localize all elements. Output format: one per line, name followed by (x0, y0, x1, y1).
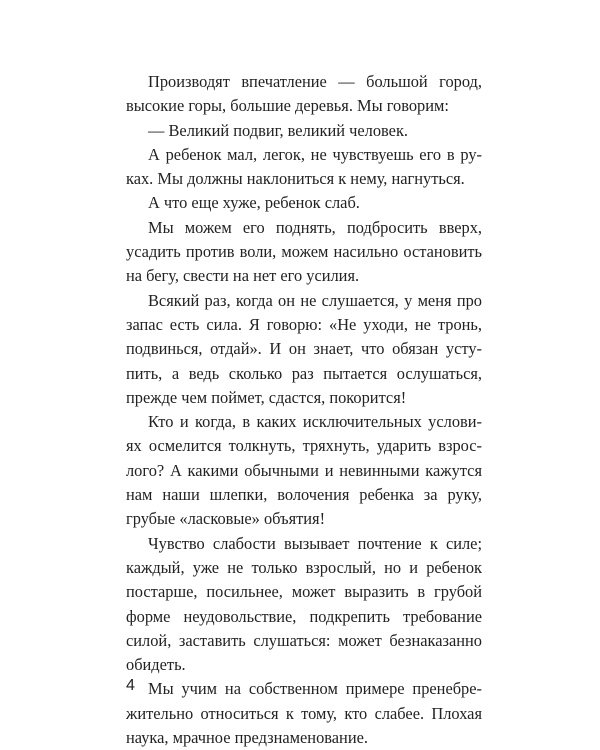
paragraph (126, 191, 482, 215)
paragraph (126, 70, 482, 119)
text-line: ях осмелится толкнуть, тряхнуть, ударить взрос- (126, 436, 482, 456)
text-line: силой, заставить слушаться: может безнаказанно (126, 630, 482, 650)
text-line: нам наши шлепки, волочения ребенка за руку, (126, 485, 482, 505)
text-line: Мы можем его поднять, подбросить вверх, (148, 217, 482, 237)
text-line: пить, а ведь сколько раз пытается ослушаться, (126, 363, 482, 383)
paragraph (126, 216, 482, 289)
text-line: Чувство слабости вызывает почтение к силе; (148, 533, 482, 553)
text-line: прежде чем поймет, сдастся, покорится! (126, 387, 407, 407)
text-line: обидеть. (126, 655, 186, 675)
text-line: Всякий раз, когда он не слушается, у меня про (148, 290, 482, 310)
paragraph (126, 143, 482, 192)
paragraph (126, 677, 482, 750)
text-line: Мы учим на собственном примере пренебре- (148, 679, 482, 699)
paragraph (126, 119, 482, 143)
text-line: усадить против воли, можем насильно остановить (126, 242, 482, 262)
text-line: на бегу, свести на нет его усилия. (126, 266, 360, 286)
text-line: высокие горы, большие деревья. Мы говорим: (126, 96, 449, 116)
text-line: наука, мрачное предзнаменование. (126, 728, 368, 748)
page-number: 4 (126, 677, 135, 694)
paragraph (126, 532, 482, 678)
paragraph (126, 289, 482, 410)
text-line: жительно относиться к тому, кто слабее. Плохая (126, 703, 482, 723)
text-line: А что еще хуже, ребенок слаб. (148, 193, 360, 213)
page-body (126, 70, 482, 750)
text-line: — Великий подвиг, великий человек. (148, 120, 409, 140)
text-line: ках. Мы должны наклониться к нему, нагнуться. (126, 169, 465, 189)
text-line: лого? А какими обычными и невинными кажутся (126, 460, 482, 480)
text-line: Кто и когда, в каких исключительных услови- (148, 412, 482, 432)
text-line: постарше, посильнее, может выразить в грубой (126, 582, 482, 602)
text-line: Производят впечатление — большой город, (148, 72, 482, 91)
text-line: запас есть сила. Я говорю: «Не уходи, не тронь, (126, 314, 482, 334)
paragraph (126, 410, 482, 531)
text-line: форме неудовольствие, подкрепить требование (126, 606, 482, 626)
text-line: А ребенок мал, легок, не чувствуешь его в ру- (148, 144, 482, 164)
text-line: грубые «ласковые» объятия! (126, 509, 326, 529)
text-line: подвинься, отдай». И он знает, что обязан усту- (126, 339, 482, 359)
text-line: каждый, уже не только взрослый, но и ребенок (126, 557, 482, 577)
